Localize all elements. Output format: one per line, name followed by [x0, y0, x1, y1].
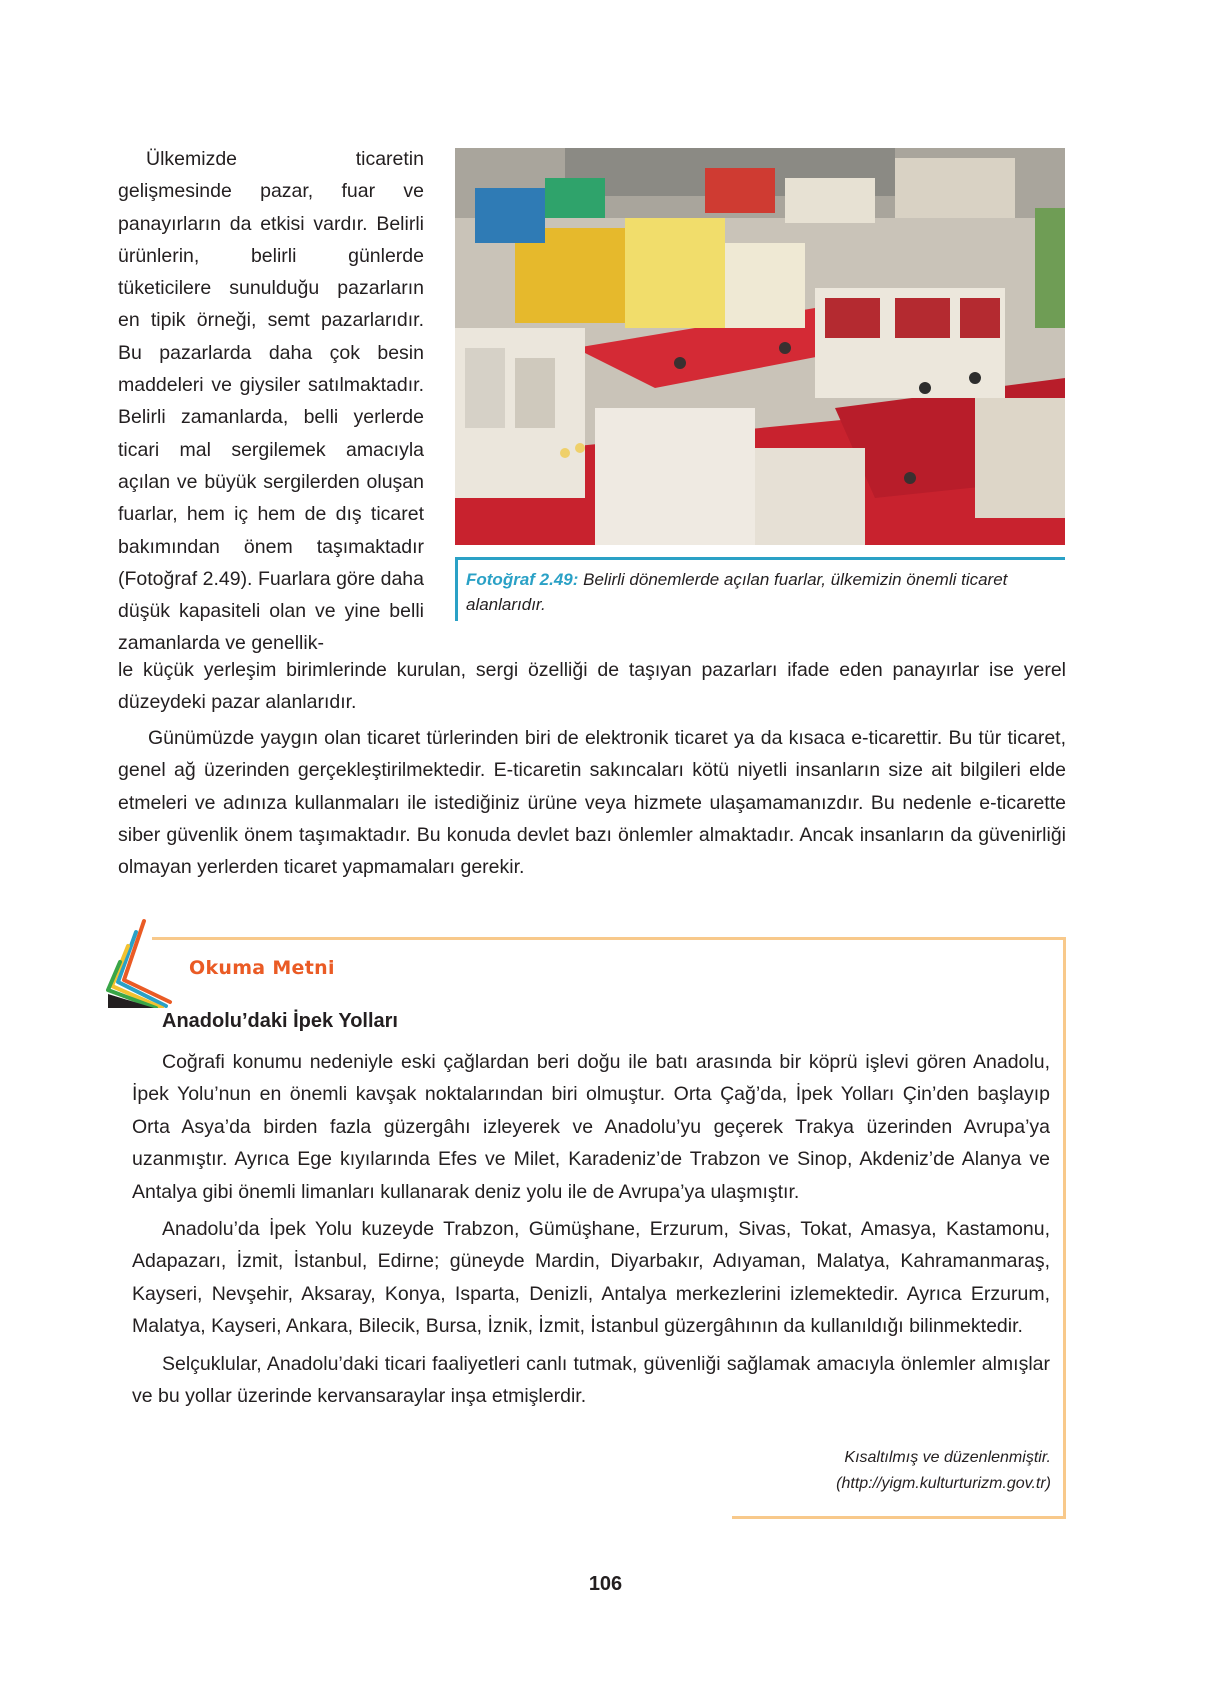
intro-continuation — [118, 654, 1066, 719]
intro-wrapped-text: Ülkemizde ticaretin gelişmesinde pazar, fuar ve panayırların da etkisi vardır. Belirli ürünlerin, belirli günlerde tüketicilere sunulduğu pazarların en tipik örneği, semt pazarlarıdır. Bu pazarlarda daha çok besin maddeleri ve giysiler satılmaktadır. Belirli zamanlarda, belli yerlerde ticari mal sergilemek amacıyla açılan ve büyük sergilerden oluşan fuarlar, hem iç hem de dış ticaret bakımından önem taşımaktadır (Fotoğraf 2.49). Fuarlara göre daha düşük kapasiteli olan ve yine belli zamanlarda ve genellik- — [118, 148, 424, 655]
source-note: Kısaltılmış ve düzenlenmiştir. — [844, 1449, 1051, 1466]
caption-text: Belirli dönemlerde açılan fuarlar, ülkemizin önemli ticaret alanlarıdır. — [466, 570, 1008, 614]
intro-paragraph — [118, 143, 424, 660]
page-number: 106 — [588, 1573, 623, 1595]
reading-box-bottom-rule — [732, 1516, 1066, 1519]
intro-full-width-text: le küçük yerleşim birimlerinde kurulan, sergi özelliği de taşıyan pazarları ifade eden panayırlar ise yerel düzeydeki pazar alanlarıdır. — [118, 659, 1066, 714]
open-book-icon — [106, 918, 176, 1008]
photo-caption — [455, 557, 1065, 621]
caption-label: Fotoğraf 2.49: — [466, 570, 579, 589]
trade-fair-photo-illustration — [455, 148, 1065, 545]
reading-section-label: Okuma Metni — [189, 957, 335, 979]
reading-paragraph: Selçuklular, Anadolu’daki ticari faaliyetleri canlı tutmak, güvenliği sağlamak amacıyla önlemler almışlar ve bu yollar üzerinde kervansaraylar inşa etmişlerdir. — [132, 1352, 1050, 1408]
reading-paragraph: Coğrafi konumu nedeniyle eski çağlardan beri doğu ile batı arasında bir köprü işlevi gören Anadolu, İpek Yolu’nun en önemli kavşak noktalarından biri olmuştur. Orta Çağ’da, İpek Yolları Çin’den başlayıp Orta Asya’da birden fazla güzergâhı izleyerek ve Anadolu’yu geçerek Trakya üzerinden Avrupa’ya uzanmıştır. Ayrıca Ege kıyılarında Efes ve Milet, Karadeniz’de Trabzon ve Sinop, Akdeniz’de Alanya ve Antalya gibi önemli limanları kullanarak deniz yolu ile de Avrupa’ya ulaşmıştır. — [132, 1051, 1050, 1203]
ecommerce-text: Günümüzde yaygın olan ticaret türlerinden biri de elektronik ticaret ya da kısaca e-ticarettir. Bu tür ticaret, genel ağ üzerinden gerçekleştirilmektedir. E-ticaretin sakıncaları kötü niyetli insanların size ait bilgileri elde etmeleri ve adınıza kullanmaları ile istediğiniz ürüne veya hizmete ulaşamamanızdır. Bu nedenle e-ticarette siber güvenlik önem taşımaktadır. Bu konuda devlet bazı önlemler almaktadır. Ancak insanların da güvenirliği olmayan yerlerden ticaret yapmamaları gerekir. — [118, 727, 1066, 879]
reading-title: Anadolu’daki İpek Yolları — [162, 1010, 398, 1032]
source-citation — [836, 1445, 1051, 1497]
ecommerce-paragraph — [118, 722, 1066, 883]
reading-body — [132, 1046, 1050, 1417]
source-url: (http://yigm.kulturturizm.gov.tr) — [836, 1475, 1051, 1492]
trade-fair-photo — [455, 148, 1065, 545]
reading-paragraph: Anadolu’da İpek Yolu kuzeyde Trabzon, Gümüşhane, Erzurum, Sivas, Tokat, Amasya, Kastamonu, Adapazarı, İzmit, İstanbul, Edirne; güneyde Mardin, Diyarbakır, Adıyaman, Malatya, Kahramanmaraş, Kayseri, Nevşehir, Aksaray, Konya, Isparta, Denizli, Antalya merkezlerini izlemektedir. Ayrıca Erzurum, Malatya, Kayseri, Ankara, Bilecik, Bursa, İznik, İzmit, İstanbul güzergâhının da kullanıldığı bilinmektedir. — [132, 1218, 1050, 1338]
